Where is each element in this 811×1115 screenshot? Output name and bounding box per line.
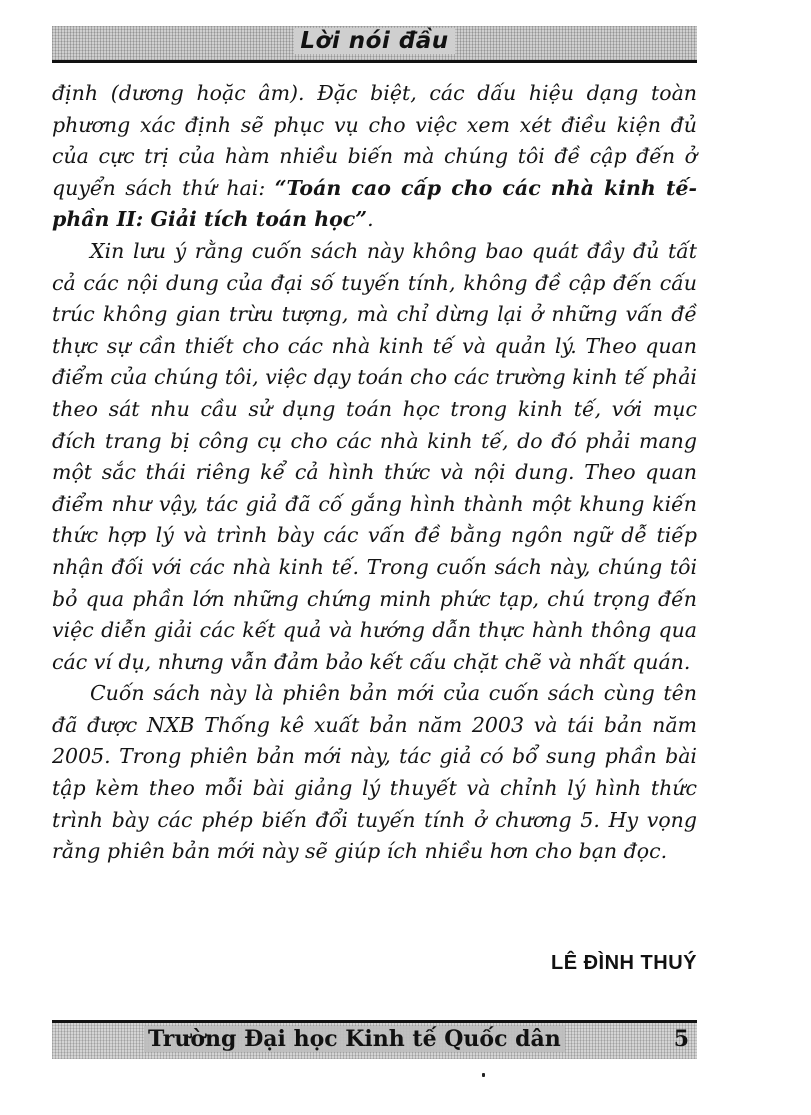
author-signature: LÊ ĐÌNH THUÝ — [551, 952, 697, 974]
paragraph-1-end: . — [367, 207, 374, 232]
paragraph-1-text: định (dương hoặc âm). Đặc biệt, các dấu hiệu dạng toàn phương xác định sẽ phục vụ cho việc xem xét điều kiện đủ của cực trị của hàm nhiều biến mà chúng tôi đề cập đến ở quyển sách thứ hai: — [52, 81, 697, 200]
paragraph-3-text: Cuốn sách này là phiên bản mới của cuốn sách cùng tên đã được NXB Thống kê xuất bản năm 2003 và tái bản năm 2005. Trong phiên bản mới này, tác giả có bổ sung phần bài tập kèm theo mỗi bài giảng lý thuyết và chỉnh lý hình thức trình bày các phép biến đổi tuyến tính ở chương 5. Hy vọng rằng phiên bản mới này sẽ giúp ích nhiều hơn cho bạn đọc. — [52, 681, 697, 864]
page-footer — [52, 1020, 697, 1059]
body-text — [52, 78, 697, 868]
scan-speck — [482, 1073, 485, 1077]
page-header — [52, 26, 697, 63]
footer-title: Trường Đại học Kinh tế Quốc dân — [144, 1026, 565, 1052]
paragraph-2 — [52, 236, 697, 678]
paragraph-2-text: Xin lưu ý rằng cuốn sách này không bao quát đầy đủ tất cả các nội dung của đại số tuyến tính, không đề cập đến cấu trúc không gian trừu tượng, mà chỉ dừng lại ở những vấn đề thực sự cần thiết cho các nhà kinh tế và quản lý. Theo quan điểm của chúng tôi, việc dạy toán cho các trường kinh tế phải theo sát nhu cầu sử dụng toán học trong kinh tế, với mục đích trang bị công cụ cho các nhà kinh tế, do đó phải mang một sắc thái riêng kể cả hình thức và nội dung. Theo quan điểm như vậy, tác giả đã cố gắng hình thành một khung kiến thức hợp lý và trình bày các vấn đề bằng ngôn ngữ dễ tiếp nhận đối với các nhà kinh tế. Trong cuốn sách này, chúng tôi bỏ qua phần lớn những chứng minh phức tạp, chú trọng đến việc diễn giải các kết quả và hướng dẫn thực hành thông qua các ví dụ, nhưng vẫn đảm bảo kết cấu chặt chẽ và nhất quán. — [52, 238, 697, 674]
paragraph-1 — [52, 78, 697, 236]
header-title-text: Lời nói đầu — [294, 28, 454, 54]
page-number: 5 — [673, 1026, 689, 1052]
paragraph-3 — [52, 678, 697, 868]
book-title-reference: “Toán cao cấp cho các nhà kinh tế- phần II: Giải tích toán học” — [52, 175, 697, 232]
header-title — [52, 28, 697, 54]
